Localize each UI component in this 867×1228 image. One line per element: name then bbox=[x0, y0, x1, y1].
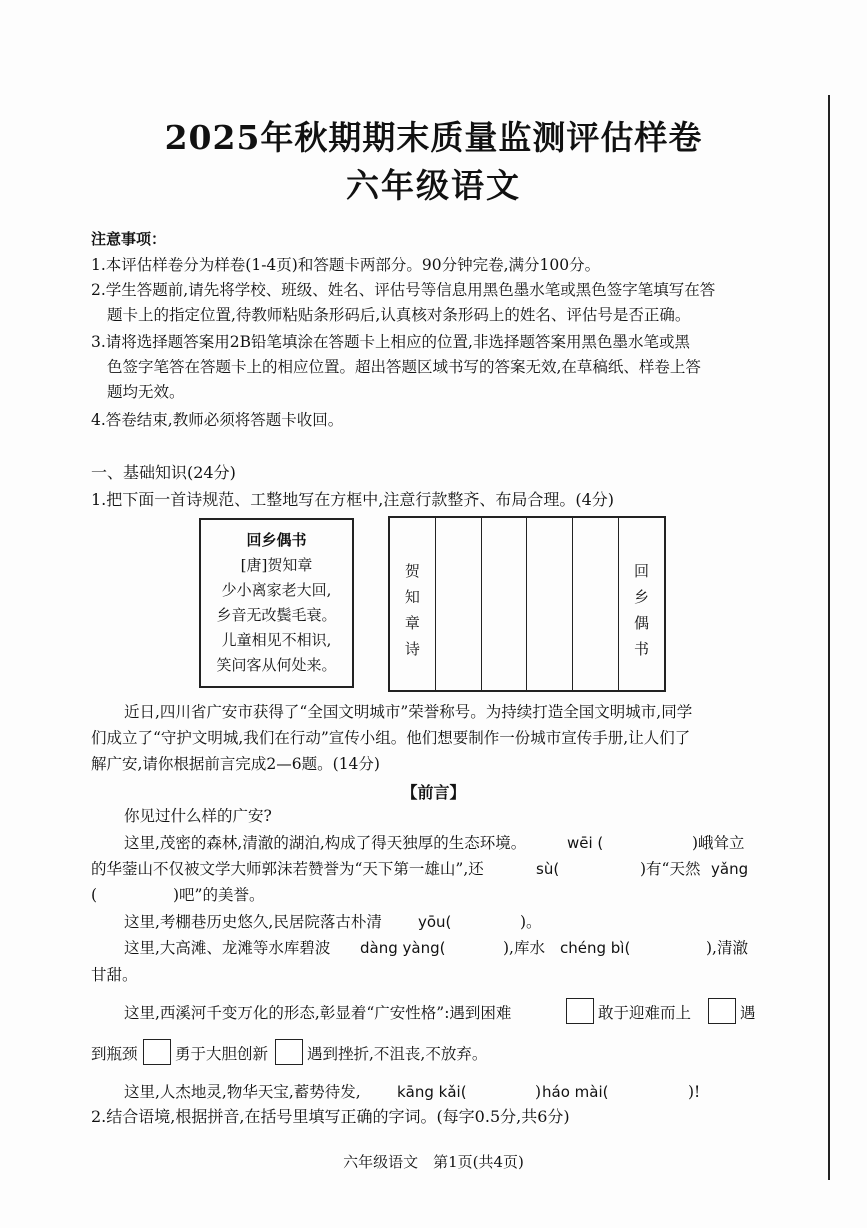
pinyin: háo mài( bbox=[542, 1083, 609, 1101]
writing-grid bbox=[388, 516, 666, 692]
pinyin: kāng kǎi( bbox=[397, 1083, 467, 1101]
notice-heading: 注意事项： bbox=[91, 230, 167, 248]
notice-item: 题均无效。 bbox=[107, 383, 185, 401]
intro-line: 近日,四川省广安市获得了“全国文明城市”荣誉称号。为持续打造全国文明城市,同学 bbox=[124, 703, 693, 721]
preface-line: 这里,西溪河千变万化的形态,彰显着“广安性格”:遇到困难 bbox=[124, 1004, 512, 1022]
preface-line: 到瓶颈 bbox=[91, 1045, 138, 1063]
preface-line: )峨耸立 bbox=[692, 834, 745, 852]
grid-char: 书 bbox=[634, 640, 650, 658]
pinyin: chéng bì( bbox=[560, 939, 631, 957]
margin-rule bbox=[828, 95, 830, 1180]
preface-line: 这里,茂密的森林,清澈的湖泊,构成了得天独厚的生态环境。 bbox=[124, 834, 527, 852]
grid-column-blank[interactable] bbox=[573, 518, 619, 690]
notice-item: 3.请将选择题答案用2B铅笔填涂在答题卡上相应的位置,非选择题答案用黑色墨水笔或黑 bbox=[91, 333, 690, 351]
notice-item: 4.答卷结束,教师必须将答题卡收回。 bbox=[91, 411, 344, 429]
answer-box[interactable] bbox=[275, 1039, 303, 1065]
pinyin: sù( bbox=[536, 860, 560, 878]
answer-box[interactable] bbox=[143, 1039, 171, 1065]
notice-item: 色签字笔答在答题卡上的相应位置。超出答题区域书写的答案无效,在草稿纸、样卷上答 bbox=[107, 358, 701, 376]
preface-line: 甘甜。 bbox=[91, 966, 138, 984]
question-2: 2.结合语境,根据拼音,在括号里填写正确的字词。(每字0.5分,共6分) bbox=[91, 1107, 570, 1126]
preface-line: 你见过什么样的广安? bbox=[124, 807, 272, 825]
preface-line: 敢于迎难而上 bbox=[598, 1004, 692, 1022]
grid-column-author bbox=[390, 518, 436, 690]
preface-line: 遇到挫折,不沮丧,不放弃。 bbox=[307, 1045, 488, 1063]
grid-char: 回 bbox=[634, 562, 650, 580]
grid-char: 偶 bbox=[634, 614, 650, 632]
grid-char: 知 bbox=[404, 588, 420, 606]
grid-column-title bbox=[619, 518, 664, 690]
intro-line: 解广安,请你根据前言完成2—6题。(14分) bbox=[91, 755, 380, 773]
poem-line: 笑问客从何处来。 bbox=[216, 656, 337, 674]
question-1: 1.把下面一首诗规范、工整地写在方框中,注意行款整齐、布局合理。(4分) bbox=[91, 490, 615, 509]
poem-author: [唐]贺知章 bbox=[240, 556, 313, 574]
poem-line: 少小离家老大回, bbox=[221, 581, 332, 599]
grid-char: 诗 bbox=[404, 640, 420, 658]
preface-line: 这里,考棚巷历史悠久,民居院落古朴清 bbox=[124, 913, 382, 931]
poem-line: 乡音无改鬓毛衰。 bbox=[216, 606, 337, 624]
section-heading: 一、基础知识(24分) bbox=[91, 463, 236, 482]
preface-line: 的华蓥山不仅被文学大师郭沫若赞誉为“天下第一雄山”,还 bbox=[91, 860, 484, 878]
preface-heading: 【前言】 bbox=[401, 783, 466, 802]
preface-line: ( bbox=[91, 886, 98, 904]
poem-line: 儿童相见不相识, bbox=[221, 631, 332, 649]
answer-box[interactable] bbox=[708, 998, 736, 1024]
intro-line: 们成立了“守护文明城,我们在行动”宣传小组。他们想要制作一份城市宣传手册,让人们了 bbox=[91, 729, 691, 747]
pinyin: wēi ( bbox=[567, 834, 604, 852]
notice-item: 题卡上的指定位置,待教师粘贴条形码后,认真核对条形码上的姓名、评估号是否正确。 bbox=[107, 306, 691, 324]
preface-line: ) bbox=[535, 1083, 542, 1101]
preface-line: )! bbox=[688, 1083, 701, 1101]
preface-line: )吧”的美誉。 bbox=[173, 886, 265, 904]
grid-char: 乡 bbox=[634, 588, 650, 606]
grid-column-blank[interactable] bbox=[527, 518, 573, 690]
answer-box[interactable] bbox=[566, 998, 594, 1024]
notice-item: 1.本评估样卷分为样卷(1-4页)和答题卡两部分。90分钟完卷,满分100分。 bbox=[91, 256, 601, 274]
pinyin: yōu( bbox=[418, 913, 452, 931]
grid-column-blank[interactable] bbox=[482, 518, 528, 690]
pinyin: dàng yàng( bbox=[360, 939, 446, 957]
poem-box bbox=[199, 518, 354, 688]
poem-title: 回乡偶书 bbox=[246, 531, 307, 549]
page-footer: 六年级语文 第1页(共4页) bbox=[343, 1153, 524, 1171]
grid-char: 贺 bbox=[404, 562, 420, 580]
preface-line: 遇 bbox=[740, 1004, 756, 1022]
grid-column-blank[interactable] bbox=[436, 518, 482, 690]
preface-line: )有“天然 bbox=[640, 860, 701, 878]
preface-line: 这里,大高滩、龙滩等水库碧波 bbox=[124, 939, 331, 957]
preface-line: ),库水 bbox=[503, 939, 545, 957]
grid-char: 章 bbox=[404, 614, 420, 632]
exam-title: 2025年秋期期末质量监测评估样卷 bbox=[164, 118, 703, 157]
pinyin: yǎng bbox=[711, 860, 749, 878]
notice-item: 2.学生答题前,请先将学校、班级、姓名、评估号等信息用黑色墨水笔或黑色签字笔填写在答 bbox=[91, 281, 716, 299]
preface-line: ),清澈 bbox=[706, 939, 748, 957]
preface-line: 勇于大胆创新 bbox=[175, 1045, 269, 1063]
preface-line: )。 bbox=[520, 913, 542, 931]
exam-subtitle: 六年级语文 bbox=[346, 166, 521, 205]
preface-line: 这里,人杰地灵,物华天宝,蓄势待发, bbox=[124, 1083, 361, 1101]
